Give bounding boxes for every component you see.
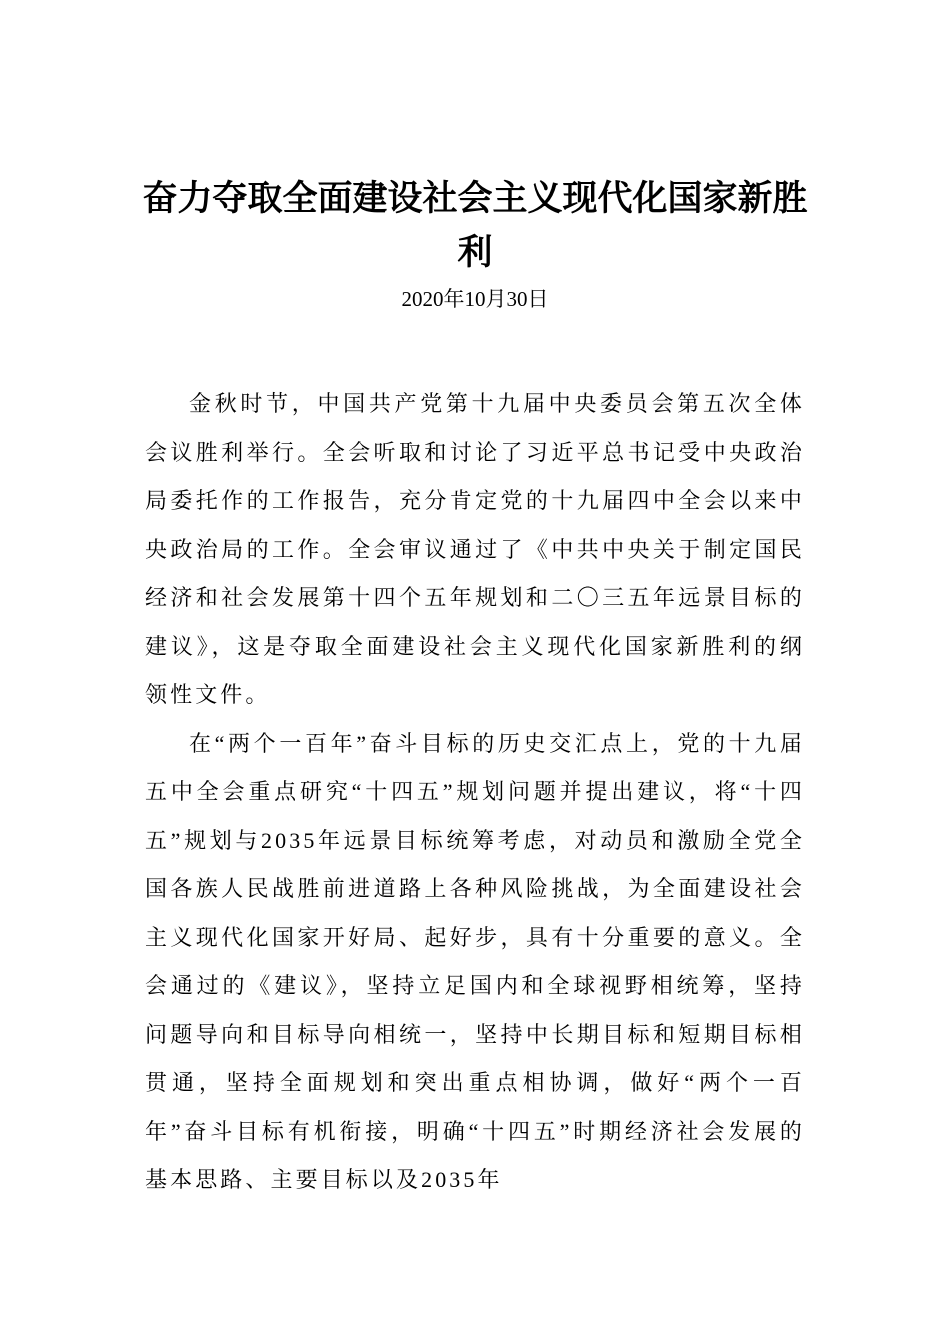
document-date: 2020年10月30日 [401,287,549,311]
document-body [145,380,805,1205]
body-paragraph: 在“两个一百年”奋斗目标的历史交汇点上，党的十九届五中全会重点研究“十四五”规划问题并提出建议，将“十四五”规划与2035年远景目标统筹考虑，对动员和激励全党全国各族人民战胜前进道路上各种风险挑战，为全面建设社会主义现代化国家开好局、起好步，具有十分重要的意义。全会通过的《建议》，坚持立足国内和全球视野相统筹，坚持问题导向和目标导向相统一，坚持中长期目标和短期目标相贯通，坚持全面规划和突出重点相协调，做好“两个一百年”奋斗目标有机衔接，明确“十四五”时期经济社会发展的基本思路、主要目标以及2035年 [145,730,805,1192]
document-title: 奋力夺取全面建设社会主义现代化国家新胜利 [142,178,808,273]
body-paragraph: 金秋时节，中国共产党第十九届中央委员会第五次全体会议胜利举行。全会听取和讨论了习近平总书记受中央政治局委托作的工作报告，充分肯定党的十九届四中全会以来中央政治局的工作。全会审议通过了《中共中央关于制定国民经济和社会发展第十四个五年规划和二〇三五年远景目标的建议》，这是夺取全面建设社会主义现代化国家新胜利的纲领性文件。 [145,391,805,707]
